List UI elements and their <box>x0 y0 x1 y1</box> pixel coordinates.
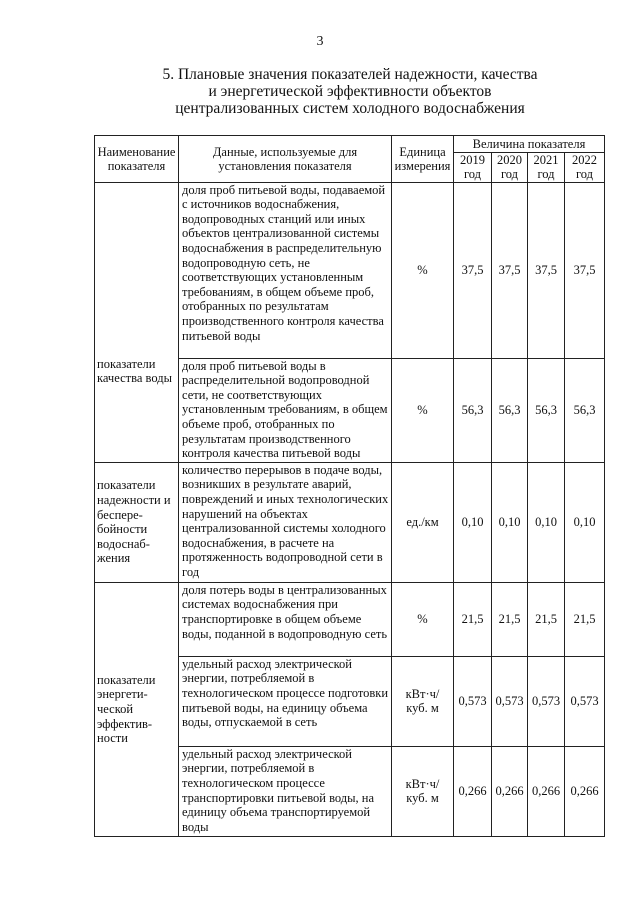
row-unit: кВт·ч/ куб. м <box>392 746 454 836</box>
value-2020: 37,5 <box>492 182 528 358</box>
row-description: удельный расход электрической энергии, потребляемой в технологическом процессе транспортировки питьевой воды, на единицу объема транспортируемой воды <box>179 746 392 836</box>
row-description: доля проб питьевой воды, подаваемой с источников водоснабжения, водопроводных станций или иных объектов централизованной системы водоснабжения в распределительную водопроводную сеть, не соответствующих установленным требованиям, в общем объеме проб, отобранных по результатам производственного контроля качества питьевой воды <box>179 182 392 358</box>
header-indicator-name: Наименование показателя <box>95 136 179 183</box>
value-2020: 56,3 <box>492 358 528 462</box>
value-2019: 56,3 <box>454 358 492 462</box>
section-title <box>60 66 640 117</box>
value-2021: 0,266 <box>528 746 565 836</box>
header-value-group: Величина показателя <box>454 136 605 153</box>
value-2022: 0,573 <box>565 656 605 746</box>
header-year-2019: 2019 год <box>454 152 492 182</box>
header-data-used: Данные, используемые для установления показателя <box>179 136 392 183</box>
row-unit: кВт·ч/ куб. м <box>392 656 454 746</box>
value-2022: 0,10 <box>565 462 605 582</box>
title-line-2: и энергетической эффективности объектов <box>208 83 492 100</box>
indicator-reliability: показатели надежности и беспере- бойности водоснаб- жения <box>95 462 179 582</box>
row-unit: % <box>392 182 454 358</box>
row-description: доля проб питьевой воды в распределительной водопроводной сети, не соответствующих установленным требованиям, в общем объеме проб, отобранных по результатам производственного контроля качества питьевой воды <box>179 358 392 462</box>
header-row <box>95 136 605 153</box>
value-2022: 37,5 <box>565 182 605 358</box>
value-2019: 0,10 <box>454 462 492 582</box>
value-2019: 0,573 <box>454 656 492 746</box>
table-row <box>95 582 605 656</box>
value-2020: 0,10 <box>492 462 528 582</box>
table-row <box>95 182 605 358</box>
value-2022: 0,266 <box>565 746 605 836</box>
row-unit: ед./км <box>392 462 454 582</box>
row-unit: % <box>392 582 454 656</box>
value-2021: 56,3 <box>528 358 565 462</box>
value-2020: 0,573 <box>492 656 528 746</box>
title-line-3: централизованных систем холодного водоснабжения <box>175 100 525 117</box>
header-year-2022: 2022 год <box>565 152 605 182</box>
indicators-table <box>94 135 605 837</box>
header-year-2021: 2021 год <box>528 152 565 182</box>
header-year-2020: 2020 год <box>492 152 528 182</box>
indicator-energy-efficiency: показатели энергети- ческой эффектив- ности <box>95 582 179 836</box>
value-2021: 37,5 <box>528 182 565 358</box>
value-2019: 37,5 <box>454 182 492 358</box>
value-2019: 21,5 <box>454 582 492 656</box>
row-description: удельный расход электрической энергии, потребляемой в технологическом процессе подготовки питьевой воды, на единицу объема воды, отпускаемой в сеть <box>179 656 392 746</box>
value-2021: 0,10 <box>528 462 565 582</box>
page-number: 3 <box>316 34 324 49</box>
value-2022: 56,3 <box>565 358 605 462</box>
row-description: количество перерывов в подаче воды, возникших в результате аварий, повреждений и иных технологических нарушений на объектах централизованной системы холодного водоснабжения, в расчете на протяженность водопроводной сети в год <box>179 462 392 582</box>
value-2020: 21,5 <box>492 582 528 656</box>
header-unit: Единица измерения <box>392 136 454 183</box>
value-2022: 21,5 <box>565 582 605 656</box>
row-unit: % <box>392 358 454 462</box>
indicator-quality: показатели качества воды <box>95 182 179 462</box>
value-2021: 21,5 <box>528 582 565 656</box>
title-line-1: 5. Плановые значения показателей надежности, качества <box>162 66 538 83</box>
value-2019: 0,266 <box>454 746 492 836</box>
value-2020: 0,266 <box>492 746 528 836</box>
row-description: доля потерь воды в централизованных системах водоснабжения при транспортировке в общем объеме воды, поданной в водопроводную сеть <box>179 582 392 656</box>
table-row <box>95 462 605 582</box>
value-2021: 0,573 <box>528 656 565 746</box>
